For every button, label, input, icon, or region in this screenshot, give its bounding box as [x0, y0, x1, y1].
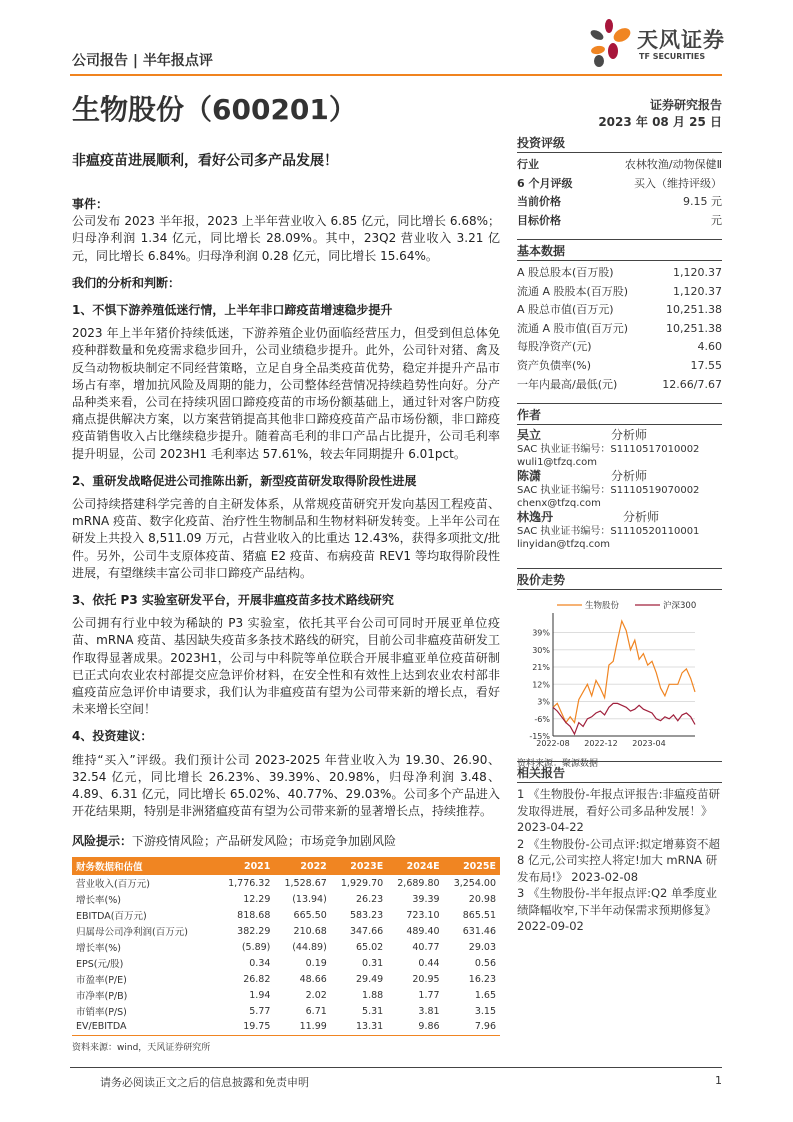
table-cell: 13.31: [331, 1019, 387, 1035]
table-cell: 1.94: [249, 989, 271, 1001]
report-category: 公司报告 | 半年报点评: [72, 53, 213, 69]
basic-data-value: 12.66/7.67: [662, 377, 722, 391]
y-tick-label: -15%: [529, 732, 550, 741]
table-cell: 1,776.32: [228, 877, 271, 889]
table-header-cell: 2022: [274, 857, 330, 875]
rating-row: [517, 212, 722, 231]
table-cell: EV/EBITDA: [72, 1019, 218, 1035]
table-cell: 营业收入(百万元): [76, 879, 150, 890]
y-tick-label: -6%: [534, 714, 550, 724]
tf-securities-logo: [585, 18, 735, 68]
table-cell: 1,528.67: [284, 877, 327, 889]
table-cell: 5.31: [362, 1005, 384, 1017]
event-heading: 事件：: [72, 197, 109, 211]
table-cell: 29.03: [468, 941, 496, 953]
table-cell: 2.02: [305, 989, 327, 1001]
table-cell: 26.23: [355, 893, 384, 905]
stock-price-chart: [517, 593, 722, 753]
basic-data-row: [517, 283, 722, 302]
table-row: [72, 891, 500, 907]
table-row: [72, 955, 500, 971]
table-row: [72, 1003, 500, 1019]
section-2-heading: 2、重研发战略促进公司推陈出新，新型疫苗研发取得阶段性进展: [72, 473, 417, 488]
table-header-cell: 2024E: [387, 857, 443, 875]
table-cell: EBITDA(百万元): [76, 911, 147, 922]
table-cell: 1.77: [418, 989, 440, 1001]
section-1-heading: 1、不惧下游养殖低迷行情，上半年非口蹄疫苗增速稳步提升: [72, 303, 393, 318]
basic-data-label: 流通 A 股股本(百万股): [517, 284, 629, 298]
basic-data-row: [517, 264, 722, 283]
report-date: 2023 年 08 月 25 日: [598, 115, 722, 129]
rating-label: 当前价格: [517, 195, 561, 208]
series-line-0: [553, 621, 695, 723]
section-4-text: 维持“买入”评级。我们预计公司 2023-2025 年营业收入为 19.30、26.90、32.54 亿元，同比增长 26.23%、39.39%、20.98%，归母净利润 3.48、4.89、6.31 亿元，同比增长 65.02%、40.77%、29.03%。公司多个产品进入开花结果期，特别是非洲猪瘟疫苗有望为公司带来新的显著增长点，持续推荐。: [72, 752, 500, 819]
footer-disclaimer: 请务必阅读正文之后的信息披露和免责申明: [100, 1076, 309, 1089]
author-cert: SAC 执业证书编号：S1110519070002: [517, 485, 700, 496]
table-cell: 40.77: [412, 941, 440, 953]
basic-data-value: 10,251.38: [666, 303, 722, 317]
basic-data-row: [517, 338, 722, 357]
rating-section: [517, 132, 722, 230]
flower-logo-icon: [585, 18, 635, 68]
footer-divider: [70, 1067, 722, 1068]
x-tick-label: 2022-12: [584, 739, 618, 748]
author-entry: [517, 469, 722, 510]
table-row: [72, 923, 500, 939]
table-cell: 865.51: [462, 909, 496, 921]
table-cell: 29.49: [355, 973, 384, 985]
basic-data-row: [517, 376, 722, 395]
table-cell: 210.68: [293, 925, 327, 937]
table-cell: 1,929.70: [340, 877, 384, 889]
author-cert: SAC 执业证书编号：S1110517010002: [517, 444, 700, 455]
table-cell: 市净率(P/B): [76, 991, 128, 1002]
basic-data-value: 4.60: [697, 340, 722, 354]
main-body: [72, 190, 500, 850]
table-cell: 6.71: [305, 1005, 327, 1017]
risk-warning: [72, 833, 500, 850]
table-cell: 19.75: [218, 1019, 274, 1035]
table-cell: 1.88: [362, 989, 384, 1001]
rating-label: 目标价格: [517, 213, 561, 227]
table-cell: 5.77: [249, 1005, 271, 1017]
author-role: 分析师: [611, 428, 648, 442]
report-subtitle: 非瘟疫苗进展顺利，看好公司多产品发展！: [72, 153, 338, 169]
rating-value: 9.15 元: [683, 195, 722, 208]
table-cell: 0.44: [418, 957, 440, 969]
table-cell: 增长率(%): [76, 895, 121, 906]
financial-source: 资料来源：wind，天风证券研究所: [72, 1042, 211, 1053]
table-cell: 市盈率(P/E): [76, 975, 127, 986]
table-cell: 48.66: [299, 973, 327, 985]
basic-data-value: 1,120.37: [673, 266, 722, 279]
related-reports-title: 相关报告: [517, 761, 722, 783]
table-cell: 20.95: [412, 973, 440, 985]
table-cell: 489.40: [406, 925, 440, 937]
table-cell: 583.23: [349, 909, 384, 921]
table-cell: 16.23: [468, 973, 496, 985]
table-cell: 631.46: [462, 925, 496, 937]
table-header-cell: 财务数据和估值: [72, 857, 218, 875]
rating-label: 行业: [517, 158, 539, 171]
basic-data-label: 每股净资产(元): [517, 340, 592, 354]
table-cell: 20.98: [468, 893, 496, 905]
table-cell: 12.29: [243, 893, 271, 905]
table-cell: 3.15: [474, 1005, 496, 1017]
section-3-heading: 3、依托 P3 实验室研发平台，开展非瘟疫苗多技术路线研究: [72, 593, 394, 608]
table-cell: 65.02: [355, 941, 384, 953]
author-name-row: [517, 428, 722, 443]
table-cell: 2,689.80: [397, 877, 440, 889]
table-row: [72, 987, 500, 1003]
basic-data-label: 一年内最高/最低(元): [517, 377, 618, 391]
rating-row: [517, 156, 722, 175]
table-cell: 0.34: [249, 957, 271, 969]
section-2-text: 公司持续搭建科学完善的自主研发体系，从常规疫苗研究开发向基因工程疫苗、mRNA 疫苗、数字化疫苗、治疗性生物制品和生物材料研发转变。上半年公司在研发上共投入 8,511.09 万元，占营业收入的比重达 12.43%，获得多项批文/批件。另外，公司牛支原体疫苗、猪瘟 E2 疫苗、布病疫苗 REV1 等均取得阶段性进展，有望继续丰富公司非口蹄疫产品结构。: [72, 497, 500, 580]
y-tick-label: 3%: [537, 697, 550, 707]
table-cell: 26.82: [243, 973, 271, 985]
table-cell: 1.65: [474, 989, 496, 1001]
basic-data-value: 10,251.38: [666, 321, 722, 335]
related-reports-section: [517, 761, 722, 935]
author-email[interactable]: linyidan@tfzq.com: [517, 539, 610, 550]
author-name: 吴立: [517, 428, 542, 442]
author-entry: [517, 428, 722, 469]
basic-data-label: A 股总股本(百万股): [517, 266, 614, 279]
table-cell: EPS(元/股): [76, 959, 124, 970]
table-cell: 3.81: [418, 1005, 440, 1017]
author-name-row: [517, 469, 722, 484]
section-1-text: 2023 年上半年猪价持续低迷，下游养殖企业仍面临经营压力，但受到但总体免疫种群数量和免疫需求稳步回升，公司业绩稳步提升。此外，公司针对猪、禽及反刍动物板块制定不同经营策略，立足自身全品类疫苗优势，稳定并提升产品市场占有率，增加抗风险及周期的能力，公司整体经营情况持续趋势性向好。分产品种类来看，公司在持续巩固口蹄疫疫苗的市场份额基础上，通过针对客户防疫痛点提供解决方案，以方案营销提高其他非口蹄疫疫苗产品市场份额，非口蹄疫疫苗销售收入占比继续稳步提升。随着高毛利的非口产品占比提升，公司毛利率提升明显，公司 2023H1 毛利率达 57.61%，较去年同期提升 6.01pct。: [72, 326, 500, 461]
table-row: [72, 875, 500, 891]
y-tick-label: 12%: [532, 680, 550, 690]
rating-row: [517, 175, 722, 194]
risk-heading: 风险提示：: [72, 833, 133, 848]
y-tick-label: 39%: [532, 628, 550, 638]
author-name: 林逸丹: [517, 510, 554, 524]
section-4-heading: 4、投资建议：: [72, 729, 153, 744]
related-report-link[interactable]: 2 《生物股份-公司点评:拟定增募资不超 8 亿元,公司实控人将定!加大 mRNA 研发布局!》 2023-02-08: [517, 836, 720, 884]
stock-trend-section: [517, 568, 722, 769]
analysis-heading: 我们的分析和判断：: [72, 275, 181, 290]
table-row: [72, 907, 500, 923]
basic-data-title: 基本数据: [517, 239, 722, 261]
table-cell: 11.99: [274, 1019, 330, 1035]
authors-section: [517, 403, 722, 551]
table-header-row: [72, 857, 500, 875]
table-cell: (44.89): [292, 941, 327, 953]
basic-data-row: [517, 357, 722, 376]
basic-data-row: [517, 320, 722, 339]
x-tick-label: 2023-04: [632, 739, 666, 748]
table-row: [72, 939, 500, 955]
basic-data-label: 流通 A 股市值(百万元): [517, 321, 629, 335]
table-cell: (5.89): [241, 941, 271, 953]
table-cell: 0.31: [362, 957, 384, 969]
legend-label: 沪深300: [663, 601, 697, 611]
page-title: 生物股份（600201）: [72, 93, 357, 126]
table-cell: 818.68: [237, 909, 271, 921]
table-header-cell: 2021: [218, 857, 274, 875]
rating-value: 买入（维持评级）: [634, 176, 722, 190]
table-cell: 市销率(P/S): [76, 1007, 127, 1018]
table-cell: 39.39: [412, 893, 440, 905]
authors-title: 作者: [517, 403, 722, 425]
table-cell: 增长率(%): [76, 943, 121, 954]
rating-title: 投资评级: [517, 132, 722, 153]
table-cell: (13.94): [292, 893, 327, 905]
related-report-link[interactable]: 1 《生物股份-年报点评报告:非瘟疫苗研发取得进展，看好公司多品种发展！》 2023-04-22: [517, 787, 720, 834]
financial-table: [72, 857, 500, 1036]
x-tick-label: 2022-08: [536, 739, 570, 748]
basic-data-section: [517, 239, 722, 394]
y-tick-label: 21%: [532, 663, 550, 672]
basic-data-row: [517, 301, 722, 320]
logo-text-en: TF SECURITIES: [639, 52, 706, 61]
author-role: 分析师: [611, 469, 648, 483]
logo-text-cn: 天风证券: [637, 28, 725, 52]
table-cell: 7.96: [444, 1019, 500, 1035]
table-cell: 665.50: [293, 909, 327, 921]
basic-data-value: 17.55: [690, 358, 722, 372]
rating-value: 农林牧渔/动物保健Ⅱ: [624, 158, 722, 171]
table-cell: 0.56: [474, 957, 496, 969]
rating-row: [517, 193, 722, 212]
table-cell: 382.29: [237, 925, 271, 937]
report-type: 证券研究报告: [649, 98, 722, 112]
related-report-link[interactable]: 3 《生物股份-半年报点评:Q2 单季度业绩降幅收窄,下半年动保需求预期修复》 2022-09-02: [517, 886, 718, 933]
author-entry: [517, 510, 722, 551]
rating-value: 元: [711, 213, 722, 227]
table-cell: 723.10: [406, 909, 440, 921]
table-row: [72, 1019, 500, 1035]
financial-table-block: [72, 857, 500, 1053]
basic-data-label: A 股总市值(百万元): [517, 303, 614, 317]
section-3-text: 公司拥有行业中较为稀缺的 P3 实验室，依托其平台公司可同时开展亚单位疫苗、mRNA 疫苗、基因缺失疫苗多条技术路线的研究，目前公司非瘟疫苗研发工作取得显著成果。2023H1，公司与中科院等单位联合开展非瘟亚单位疫苗研制已正式向农业农村部提交应急评价材料，在安全性和有效性上达到农业农村部非瘟疫苗应急评价申请要求，我们认为非瘟疫苗有望为公司带来新的增长点，看好未来增长空间！: [72, 616, 500, 717]
basic-data-label: 资产负债率(%): [517, 358, 592, 372]
basic-data-value: 1,120.37: [673, 284, 722, 298]
author-role: 分析师: [623, 510, 660, 524]
table-header-cell: 2025E: [444, 857, 500, 875]
page-number: 1: [715, 1074, 722, 1087]
table-cell: 9.86: [387, 1019, 443, 1035]
table-row: [72, 971, 500, 987]
table-cell: 3,254.00: [453, 877, 496, 889]
event-text: 公司发布 2023 半年报，2023 上半年营业收入 6.85 亿元，同比增长 6.68%；归母净利润 1.34 亿元，同比增长 28.09%。其中，23Q2 营业收入 3.21 亿元，同比增长 6.84%。归母净利润 0.28 亿元，同比增长 15.64%。: [72, 214, 500, 263]
author-email[interactable]: wuli1@tfzq.com: [517, 457, 598, 468]
table-cell: 347.66: [349, 925, 384, 937]
y-tick-label: 30%: [532, 645, 550, 655]
table-header-cell: 2023E: [331, 857, 387, 875]
author-email[interactable]: chenx@tfzq.com: [517, 498, 601, 509]
stock-trend-title: 股价走势: [517, 568, 722, 590]
header-divider: [70, 74, 722, 76]
author-name-row: [517, 510, 722, 525]
rating-label: 6 个月评级: [517, 176, 573, 190]
author-name: 陈潇: [517, 469, 542, 483]
table-cell: 0.19: [305, 957, 327, 969]
risk-text: 下游疫情风险；产品研发风险；市场竞争加剧风险: [132, 833, 397, 848]
legend-label: 生物股份: [585, 601, 620, 611]
author-cert: SAC 执业证书编号：S1110520110001: [517, 526, 700, 537]
table-cell: 归属母公司净利润(百万元): [76, 927, 188, 938]
chart-source: 资料来源：聚源数据: [517, 759, 599, 769]
